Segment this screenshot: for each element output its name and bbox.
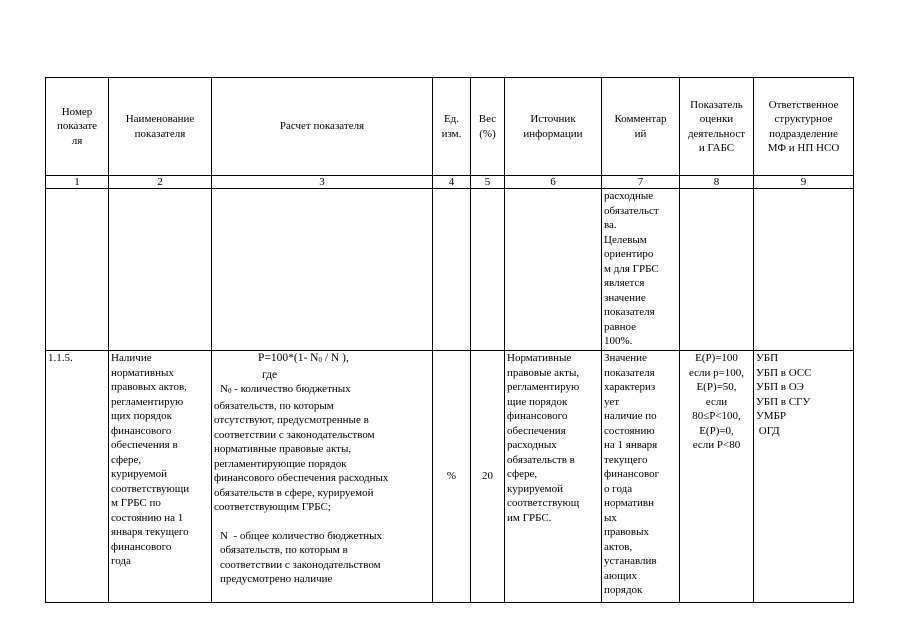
formula-prefix: P=100*(1- N [258, 352, 319, 364]
header-number: Номер показате ля [46, 78, 109, 176]
n0-definition-body: обязательств, по которым отсутствуют, предусмотренные в соответствии с законодательством нормативные правовые акты, регламентирующие порядок финансового обеспечения расходных обязательств в сфере, курируемой соответствующим ГРБС; [214, 399, 389, 513]
column-number: 7 [602, 176, 680, 189]
formula [214, 351, 430, 368]
header-calculation: Расчет показателя [212, 78, 433, 176]
continuation-row [46, 189, 854, 351]
indicator-number: 1.1.5. [46, 351, 109, 603]
n-definition: N - общее количество бюджетных обязательств, по которым в соответствии с законодательством предусмотрено наличие [220, 529, 382, 585]
indicator-calculation [212, 351, 433, 603]
indicator-responsible: УБП УБП в ОСС УБП в ОЭ УБП в СГУ УМБР ОГД [754, 351, 854, 603]
formula-suffix: / N ), [321, 352, 349, 364]
indicator-weight: 20 [471, 351, 505, 603]
column-number: 8 [680, 176, 754, 189]
indicators-table [45, 77, 854, 603]
header-unit: Ед. изм. [433, 78, 471, 176]
empty-cell [109, 189, 212, 351]
continuation-comment: расходные обязательст ва. Целевым ориентиро м для ГРБС является значение показателя равное 100%. [602, 189, 680, 351]
formula-subscript: 0 [318, 356, 322, 364]
indicator-evaluation: E(P)=100 если p=100, E(P)=50, если 80≤P<100, E(P)=0, если P<80 [680, 351, 754, 603]
header-source: Источник информации [505, 78, 602, 176]
empty-cell [754, 189, 854, 351]
empty-cell [505, 189, 602, 351]
header-row [46, 78, 854, 176]
n0-definition-head [214, 382, 430, 399]
indicator-source: Нормативные правовые акты, регламентирую щие порядок финансового обеспечения расходных обязательств в сфере, курируемой соответствующ им ГРБС. [505, 351, 602, 603]
column-number: 9 [754, 176, 854, 189]
indicator-unit: % [433, 351, 471, 603]
formula-where: где [262, 368, 278, 381]
column-number: 4 [433, 176, 471, 189]
empty-cell [680, 189, 754, 351]
empty-cell [212, 189, 433, 351]
column-number: 5 [471, 176, 505, 189]
header-evaluation: Показатель оценки деятельност и ГАБС [680, 78, 754, 176]
empty-cell [471, 189, 505, 351]
column-number: 3 [212, 176, 433, 189]
header-comment: Комментар ий [602, 78, 680, 176]
column-number: 2 [109, 176, 212, 189]
indicator-row [46, 351, 854, 603]
header-name: Наименование показателя [109, 78, 212, 176]
indicator-comment: Значение показателя характериз ует наличие по состоянию на 1 января текущего финансовог о года нормативн ых правовых актов, устанавлив ающих порядок [602, 351, 680, 603]
indicator-name: Наличие нормативных правовых актов, регламентирую щих порядок финансового обеспечения в сфере, курируемой соответствующи м ГРБС по состоянию на 1 января текущего финансового года [109, 351, 212, 603]
column-number: 1 [46, 176, 109, 189]
empty-cell [433, 189, 471, 351]
n0-text: - количество бюджетных [231, 383, 351, 395]
empty-cell [46, 189, 109, 351]
header-weight: Вес (%) [471, 78, 505, 176]
n0-symbol: N [220, 383, 228, 395]
spacer [214, 515, 430, 529]
column-number-row [46, 176, 854, 189]
header-responsible: Ответственное структурное подразделение МФ и НП НСО [754, 78, 854, 176]
n0-subscript: 0 [227, 387, 232, 395]
column-number: 6 [505, 176, 602, 189]
